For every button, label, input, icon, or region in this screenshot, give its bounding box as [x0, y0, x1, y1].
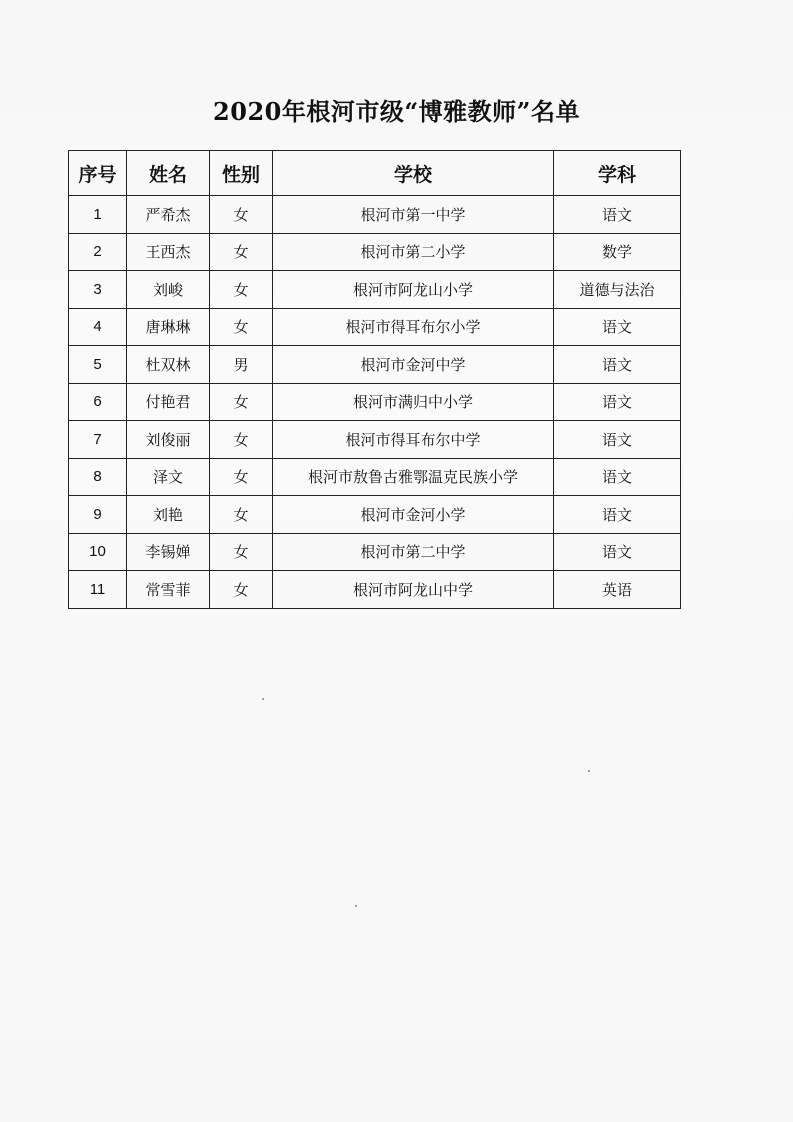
- cell-subject: 语文: [554, 458, 681, 496]
- cell-name: 常雪菲: [127, 571, 210, 609]
- cell-gender: 女: [210, 571, 273, 609]
- cell-school: 根河市阿龙山中学: [273, 571, 554, 609]
- table-row: [69, 458, 681, 496]
- cell-no: 8: [69, 458, 127, 496]
- cell-school: 根河市满归中小学: [273, 383, 554, 421]
- cell-no: 6: [69, 383, 127, 421]
- cell-name: 刘峻: [127, 271, 210, 309]
- cell-no: 10: [69, 533, 127, 571]
- cell-subject: 语文: [554, 533, 681, 571]
- scan-speck: [262, 698, 264, 700]
- cell-gender: 女: [210, 458, 273, 496]
- table-row: [69, 308, 681, 346]
- cell-name: 刘俊丽: [127, 421, 210, 459]
- cell-school: 根河市阿龙山小学: [273, 271, 554, 309]
- document-title: 2020年根河市级“博雅教师”名单: [213, 97, 580, 126]
- header-subject: 学科: [554, 151, 681, 196]
- cell-name: 严希杰: [127, 196, 210, 234]
- table-row: [69, 421, 681, 459]
- cell-name: 付艳君: [127, 383, 210, 421]
- table-row: [69, 383, 681, 421]
- cell-name: 泽文: [127, 458, 210, 496]
- scan-speck: [355, 905, 357, 907]
- cell-gender: 女: [210, 308, 273, 346]
- cell-no: 7: [69, 421, 127, 459]
- cell-subject: 语文: [554, 196, 681, 234]
- cell-no: 11: [69, 571, 127, 609]
- table-row: [69, 346, 681, 384]
- cell-subject: 英语: [554, 571, 681, 609]
- cell-gender: 女: [210, 533, 273, 571]
- cell-subject: 语文: [554, 383, 681, 421]
- cell-subject: 道德与法治: [554, 271, 681, 309]
- cell-school: 根河市得耳布尔中学: [273, 421, 554, 459]
- cell-school: 根河市金河中学: [273, 346, 554, 384]
- cell-subject: 数学: [554, 233, 681, 271]
- table-header-row: [69, 151, 681, 196]
- cell-no: 1: [69, 196, 127, 234]
- cell-subject: 语文: [554, 421, 681, 459]
- cell-no: 3: [69, 271, 127, 309]
- table-row: [69, 233, 681, 271]
- cell-school: 根河市第一中学: [273, 196, 554, 234]
- cell-gender: 女: [210, 233, 273, 271]
- header-name: 姓名: [127, 151, 210, 196]
- cell-name: 唐琳琳: [127, 308, 210, 346]
- cell-name: 杜双林: [127, 346, 210, 384]
- table-row: [69, 533, 681, 571]
- header-gender: 性别: [210, 151, 273, 196]
- cell-subject: 语文: [554, 346, 681, 384]
- cell-no: 4: [69, 308, 127, 346]
- cell-gender: 女: [210, 196, 273, 234]
- cell-no: 5: [69, 346, 127, 384]
- cell-school: 根河市第二中学: [273, 533, 554, 571]
- cell-gender: 女: [210, 271, 273, 309]
- cell-name: 李锡婵: [127, 533, 210, 571]
- table-body: [69, 196, 681, 609]
- cell-gender: 女: [210, 496, 273, 534]
- teacher-roster-table: [68, 150, 681, 609]
- cell-gender: 男: [210, 346, 273, 384]
- cell-name: 王西杰: [127, 233, 210, 271]
- cell-gender: 女: [210, 421, 273, 459]
- cell-gender: 女: [210, 383, 273, 421]
- cell-school: 根河市敖鲁古雅鄂温克民族小学: [273, 458, 554, 496]
- table-row: [69, 271, 681, 309]
- header-school: 学校: [273, 151, 554, 196]
- table-row: [69, 571, 681, 609]
- table-row: [69, 496, 681, 534]
- header-no: 序号: [69, 151, 127, 196]
- cell-school: 根河市得耳布尔小学: [273, 308, 554, 346]
- cell-school: 根河市第二小学: [273, 233, 554, 271]
- table-row: [69, 196, 681, 234]
- cell-no: 2: [69, 233, 127, 271]
- cell-subject: 语文: [554, 308, 681, 346]
- scan-speck: [588, 770, 590, 772]
- cell-no: 9: [69, 496, 127, 534]
- cell-name: 刘艳: [127, 496, 210, 534]
- cell-school: 根河市金河小学: [273, 496, 554, 534]
- cell-subject: 语文: [554, 496, 681, 534]
